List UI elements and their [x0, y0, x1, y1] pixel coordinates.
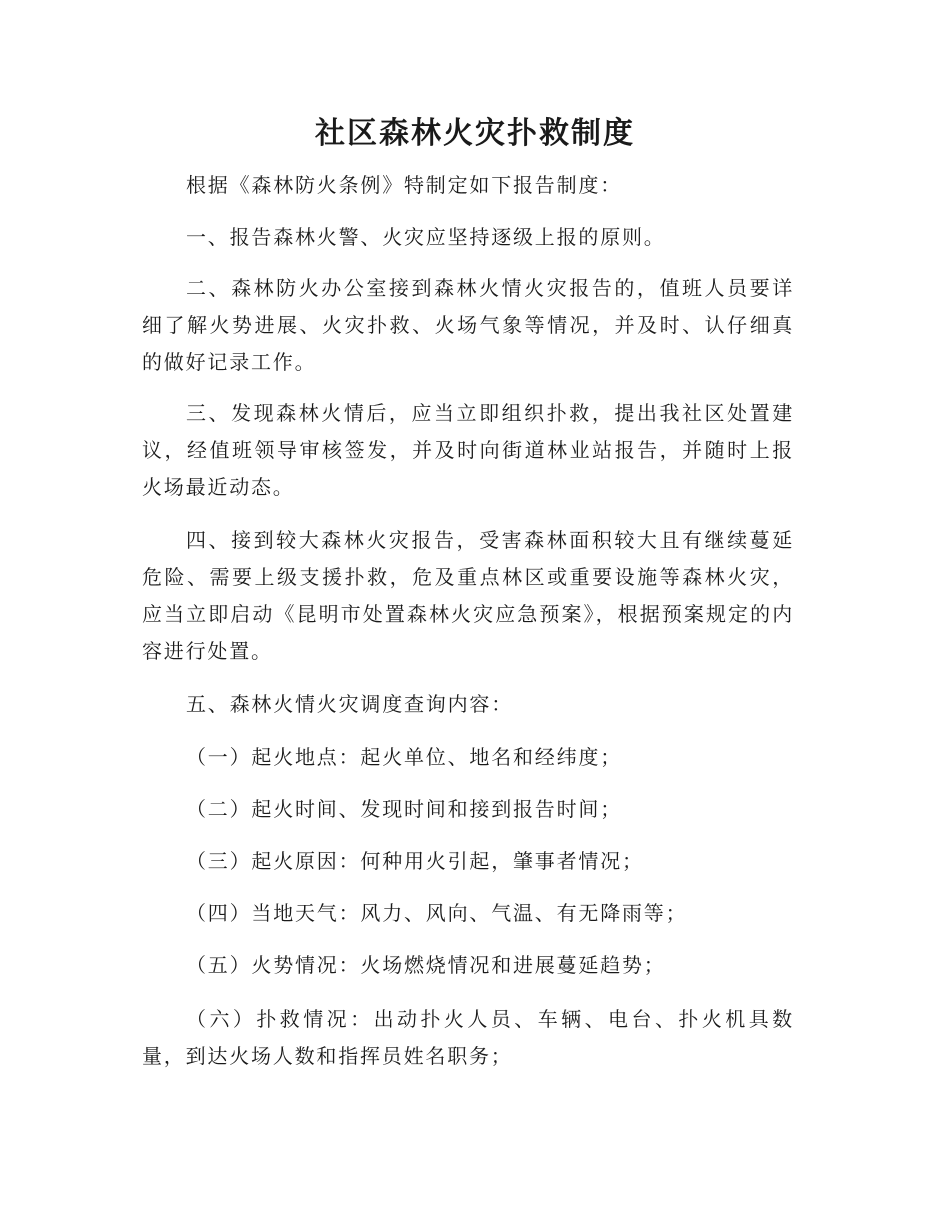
list-item-1: （一）起火地点：起火单位、地名和经纬度； [186, 745, 622, 769]
paragraph-3: 三、发现森林火情后，应当立即组织扑救，提出我社区处置建议，经值班领导审核签发，并及时向街道林业站报告，并随时上报火场最近动态。 [142, 401, 794, 499]
paragraph-1: 一、报告森林火警、火灾应坚持逐级上报的原则。 [186, 225, 666, 249]
list-item-3: （三）起火原因：何种用火引起，肇事者情况； [186, 849, 644, 873]
list-item-5: （五）火势情况：火场燃烧情况和进展蔓延趋势； [186, 953, 666, 977]
list-item-4: （四）当地天气：风力、风向、气温、有无降雨等； [186, 901, 688, 925]
paragraph-2: 二、森林防火办公室接到森林火情火灾报告的，值班人员要详细了解火势进展、火灾扑救、火场气象等情况，并及时、认仔细真的做好记录工作。 [142, 276, 794, 374]
paragraph-5: 五、森林火情火灾调度查询内容： [186, 692, 513, 716]
list-item-6: （六）扑救情况：出动扑火人员、车辆、电台、扑火机具数量，到达火场人数和指挥员姓名职务； [142, 1007, 794, 1068]
document-title: 社区森林火灾扑救制度 [315, 116, 635, 151]
paragraph-4: 四、接到较大森林火灾报告，受害森林面积较大且有继续蔓延危险、需要上级支援扑救，危及重点林区或重要设施等森林火灾，应当立即启动《昆明市处置森林火灾应急预案》，根据预案规定的内容进行处置。 [142, 528, 794, 663]
intro-paragraph: 根据《森林防火条例》特制定如下报告制度： [186, 173, 622, 197]
list-item-2: （二）起火时间、发现时间和接到报告时间； [186, 797, 622, 821]
